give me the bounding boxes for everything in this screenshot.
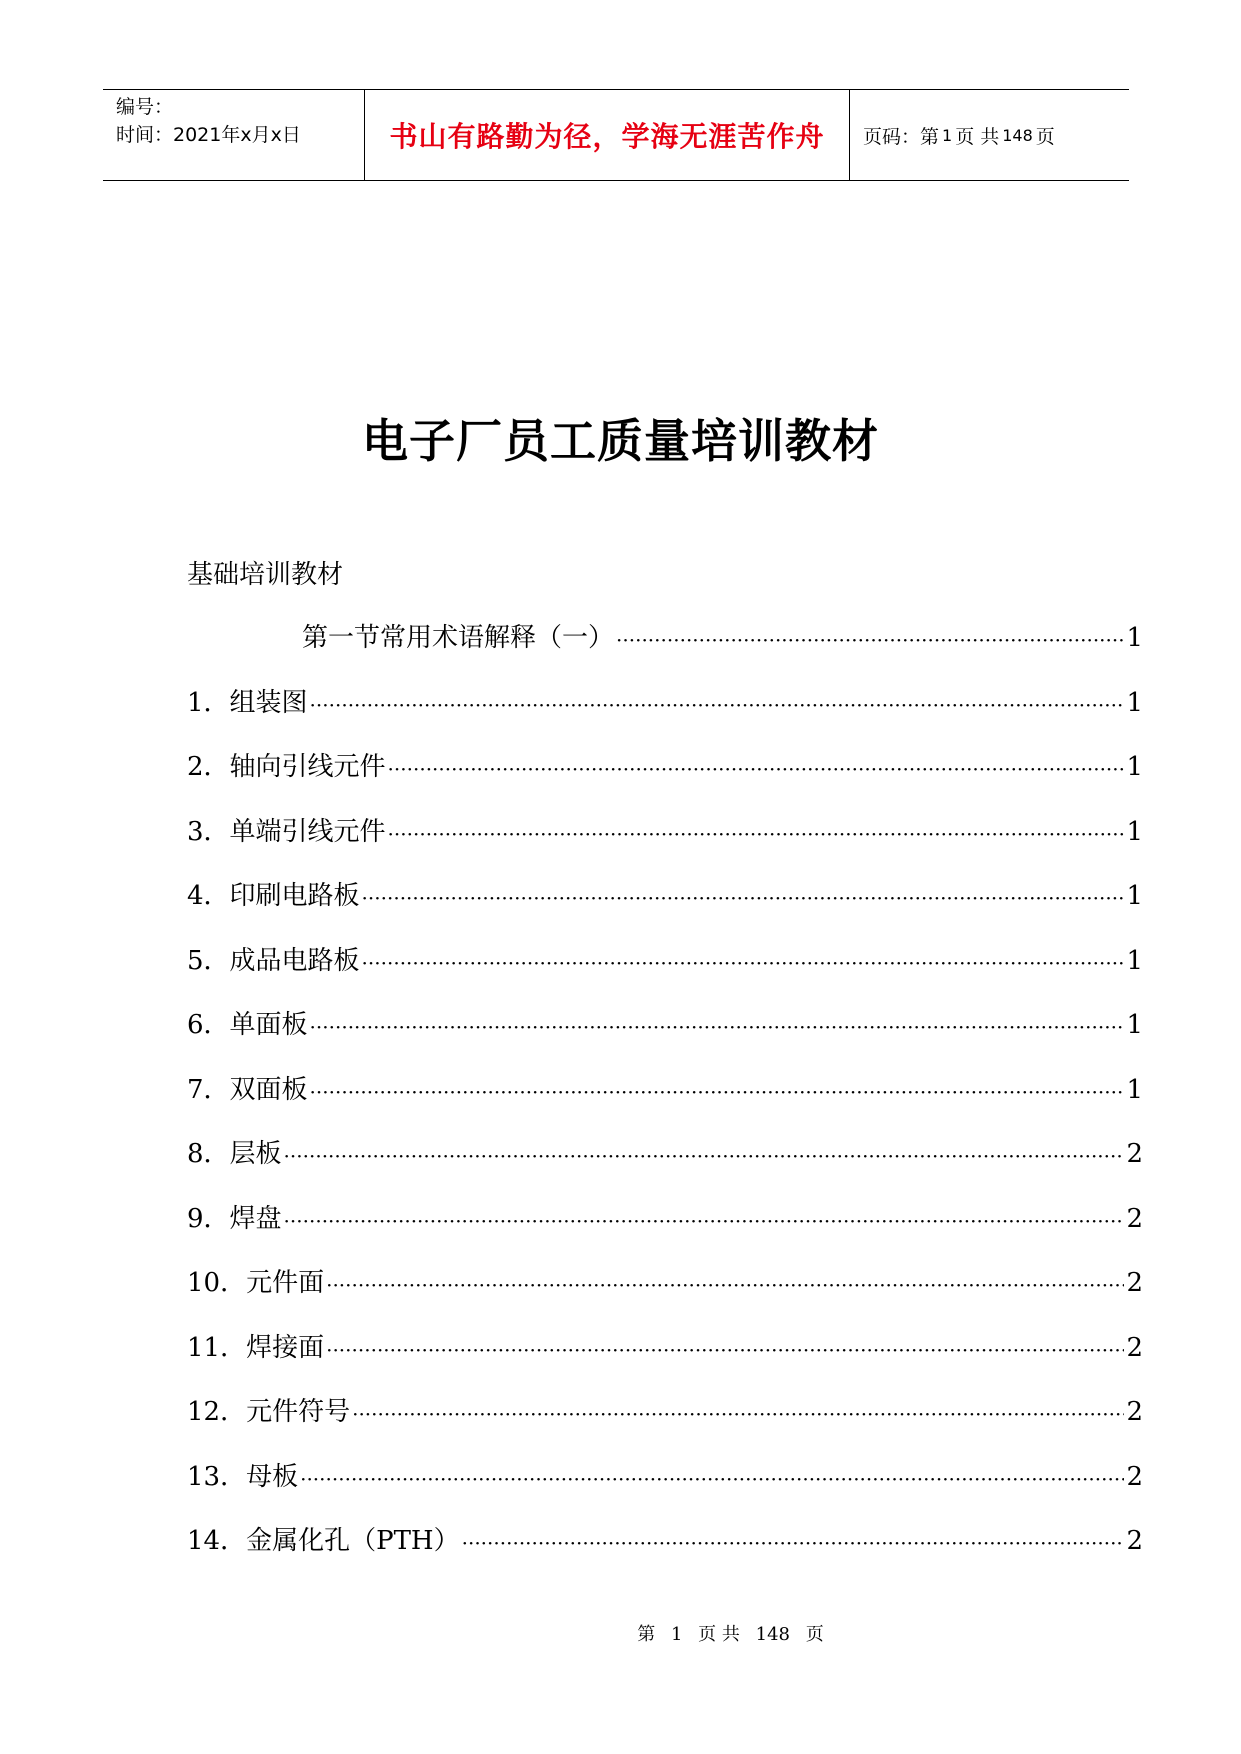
- toc-dot-leader: [310, 1007, 1125, 1047]
- toc-entry-page: 2: [1126, 1203, 1143, 1234]
- toc-dot-leader: [284, 1201, 1125, 1241]
- header-page-suffix: 页: [1035, 125, 1055, 148]
- header-page-current: 1: [942, 125, 953, 145]
- toc-entry-page: 1: [1126, 816, 1143, 847]
- toc-dot-leader: [300, 1459, 1124, 1499]
- toc-entry[interactable]: [187, 1523, 1143, 1588]
- toc-dot-leader: [310, 1072, 1125, 1112]
- toc-entry[interactable]: [187, 943, 1143, 1008]
- toc-entry-label: 13．母板: [187, 1459, 300, 1495]
- toc-entry-label: 第一节常用术语解释（一）: [187, 620, 616, 656]
- toc-entry-page: 2: [1126, 1139, 1143, 1169]
- toc-entry[interactable]: [187, 685, 1143, 750]
- footer-total: 148: [755, 1624, 790, 1645]
- toc-entry-page: 1: [1126, 945, 1143, 976]
- toc-entry-label: 8．层板: [187, 1136, 284, 1172]
- footer-mid: 页 共: [698, 1624, 740, 1645]
- toc-entry-label: 6．单面板: [187, 1007, 310, 1043]
- toc-entry[interactable]: [187, 1007, 1143, 1072]
- toc-entry[interactable]: [187, 1394, 1143, 1459]
- toc-dot-leader: [362, 943, 1125, 983]
- toc-entry[interactable]: [187, 1265, 1143, 1330]
- toc-dot-leader: [388, 749, 1125, 789]
- toc-entry-label: 7．双面板: [187, 1072, 310, 1108]
- toc-entry-label: 10．元件面: [187, 1265, 326, 1301]
- section-label: 基础培训教材: [187, 560, 344, 590]
- toc-dot-leader: [388, 814, 1125, 854]
- toc-entry[interactable]: [187, 1330, 1143, 1395]
- toc-entry-page: 2: [1126, 1526, 1143, 1556]
- toc-entry-page: 1: [1126, 1074, 1143, 1105]
- toc-entry-page: 1: [1126, 1010, 1143, 1040]
- toc-dot-leader: [284, 1136, 1125, 1176]
- toc-entry[interactable]: [187, 878, 1143, 943]
- toc-entry-page: 1: [1126, 687, 1143, 718]
- toc-entry-label: 9．焊盘: [187, 1201, 284, 1237]
- toc-entry-label: 3．单端引线元件: [187, 814, 388, 850]
- header-page-mid: 页 共: [955, 125, 1000, 148]
- toc-entry[interactable]: [187, 1459, 1143, 1524]
- time-label: 时间：2021年x月x日: [116, 124, 301, 146]
- toc-entry-label: 14．金属化孔（PTH）: [187, 1523, 462, 1559]
- toc-dot-leader: [310, 685, 1125, 725]
- toc-entry-label: 5．成品电路板: [187, 943, 362, 979]
- toc-entry-page: 2: [1126, 1397, 1143, 1427]
- toc-entry-page: 1: [1126, 752, 1143, 782]
- toc-entry-page: 1: [1126, 623, 1143, 653]
- toc-entry-label: 2．轴向引线元件: [187, 749, 388, 785]
- document-title: 电子厂员工质量培训教材: [362, 414, 879, 468]
- toc-dot-leader: [616, 620, 1124, 660]
- footer-suffix: 页: [805, 1624, 824, 1645]
- toc-entry[interactable]: [187, 749, 1143, 814]
- number-label: 编号：: [116, 96, 174, 118]
- toc-entry[interactable]: [187, 814, 1143, 879]
- toc-entry[interactable]: [187, 1136, 1143, 1201]
- toc-dot-leader: [362, 878, 1125, 918]
- toc-entry-label: 1．组装图: [187, 685, 310, 721]
- toc-entry-page: 2: [1126, 1461, 1143, 1492]
- page-footer: [0, 1620, 1241, 1646]
- toc-entry-page: 2: [1126, 1332, 1143, 1363]
- footer-prefix: 第: [637, 1624, 656, 1645]
- toc-entry[interactable]: [187, 1201, 1143, 1266]
- header-page-prefix: 页码：第: [863, 125, 940, 148]
- toc-dot-leader: [326, 1330, 1124, 1370]
- toc-entry[interactable]: [187, 620, 1143, 685]
- toc-entry-label: 4．印刷电路板: [187, 878, 362, 914]
- table-of-contents: [187, 620, 1143, 1588]
- page-header: [103, 89, 1129, 181]
- header-page-info: [850, 90, 1129, 180]
- toc-entry-page: 1: [1126, 881, 1143, 911]
- toc-dot-leader: [326, 1265, 1124, 1305]
- toc-entry-label: 11．焊接面: [187, 1330, 326, 1366]
- toc-entry[interactable]: [187, 1072, 1143, 1137]
- toc-entry-label: 12．元件符号: [187, 1394, 352, 1430]
- toc-dot-leader: [462, 1523, 1125, 1563]
- header-page-total: 148: [1002, 125, 1033, 145]
- header-meta: [103, 90, 365, 180]
- header-motto: 书山有路勤为径，学海无涯苦作舟: [365, 90, 850, 180]
- toc-dot-leader: [352, 1394, 1124, 1434]
- toc-entry-page: 2: [1126, 1268, 1143, 1298]
- footer-current: 1: [670, 1624, 683, 1645]
